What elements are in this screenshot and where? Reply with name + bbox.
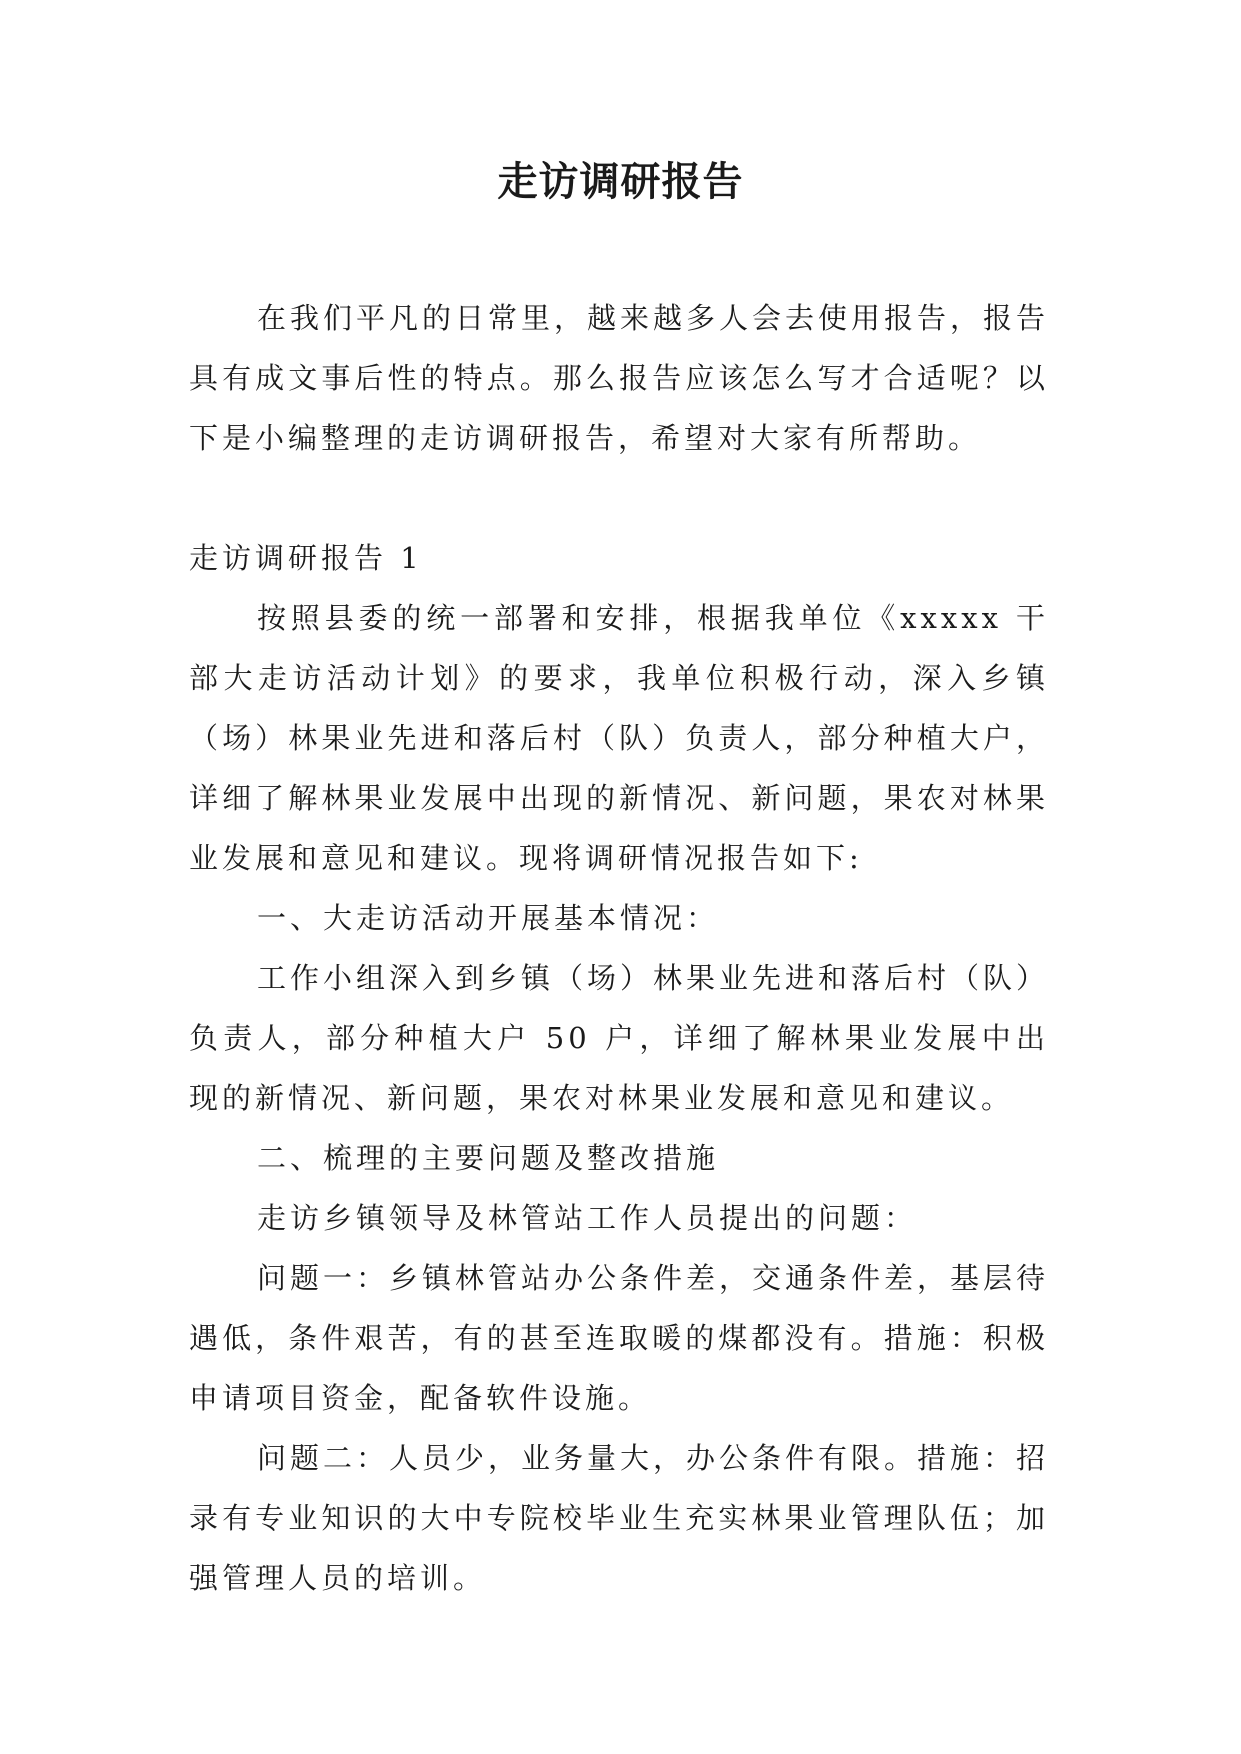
problem-two-paragraph: 问题二：人员少，业务量大，办公条件有限。措施：招录有专业知识的大中专院校毕业生充实林果业管理队伍；加强管理人员的培训。: [189, 1441, 1050, 1595]
document-title: 走访调研报告: [497, 159, 744, 205]
body-paragraph: 按照县委的统一部署和安排，根据我单位《xxxxx 干部大走访活动计划》的要求，我单位积极行动，深入乡镇（场）林果业先进和落后村（队）负责人，部分种植大户，详细了解林果业发展中出现的新情况、新问题，果农对林果业发展和意见和建议。现将调研情况报告如下:: [189, 601, 1049, 875]
intro-paragraph: 在我们平凡的日常里，越来越多人会去使用报告，报告具有成文事后性的特点。那么报告应该怎么写才合适呢？以下是小编整理的走访调研报告，希望对大家有所帮助。: [189, 301, 1050, 455]
subheading-main-problems: 二、梳理的主要问题及整改措施: [257, 1141, 720, 1175]
body-paragraph: 工作小组深入到乡镇（场）林果业先进和落后村（队）负责人，部分种植大户 50 户，详细了解林果业发展中出现的新情况、新问题，果农对林果业发展和意见和建议。: [189, 961, 1050, 1115]
document-body: [189, 288, 1049, 1608]
problem-one-paragraph: 问题一：乡镇林管站办公条件差，交通条件差，基层待遇低，条件艰苦，有的甚至连取暖的煤都没有。措施：积极申请项目资金，配备软件设施。: [189, 1261, 1050, 1415]
subheading-basic-situation: 一、大走访活动开展基本情况：: [257, 901, 720, 935]
body-paragraph: 走访乡镇领导及林管站工作人员提出的问题：: [257, 1201, 918, 1235]
section-heading: 走访调研报告 1: [189, 541, 423, 575]
